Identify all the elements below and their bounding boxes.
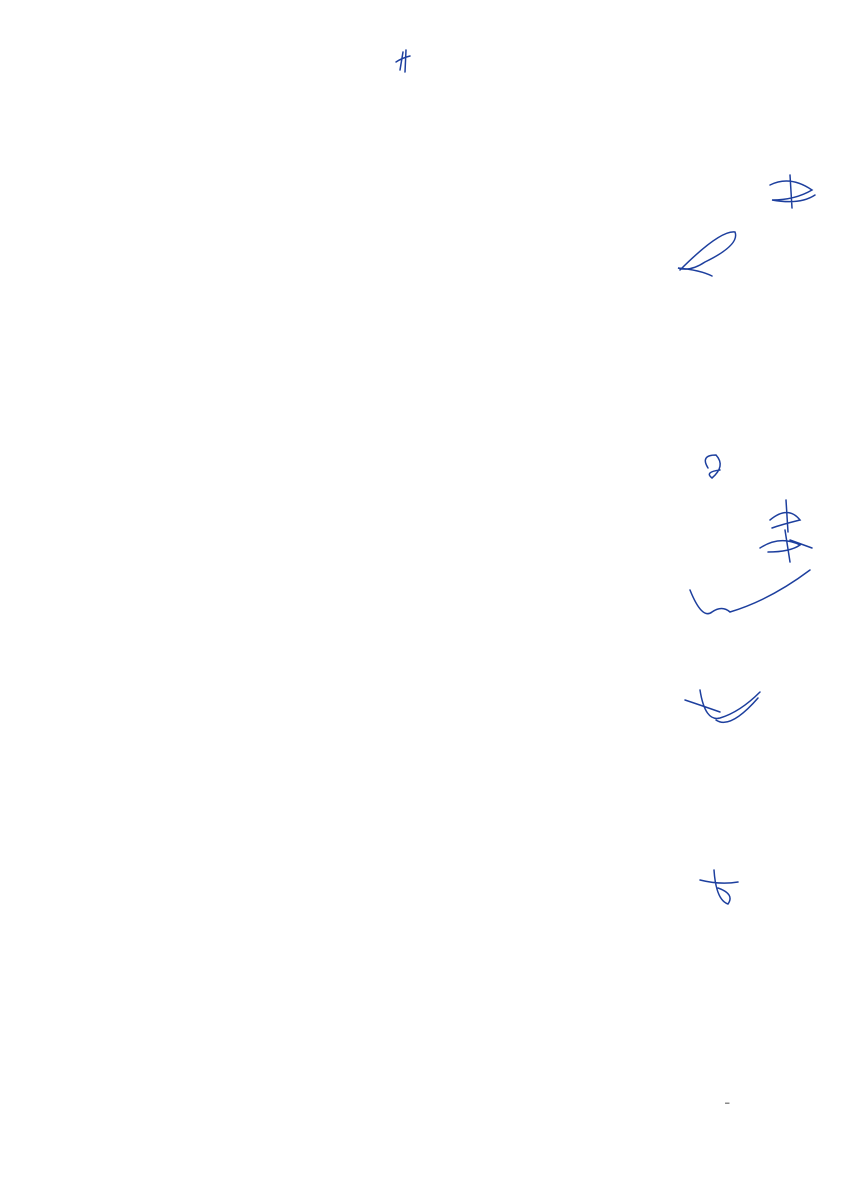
footnote — [725, 1096, 731, 1109]
